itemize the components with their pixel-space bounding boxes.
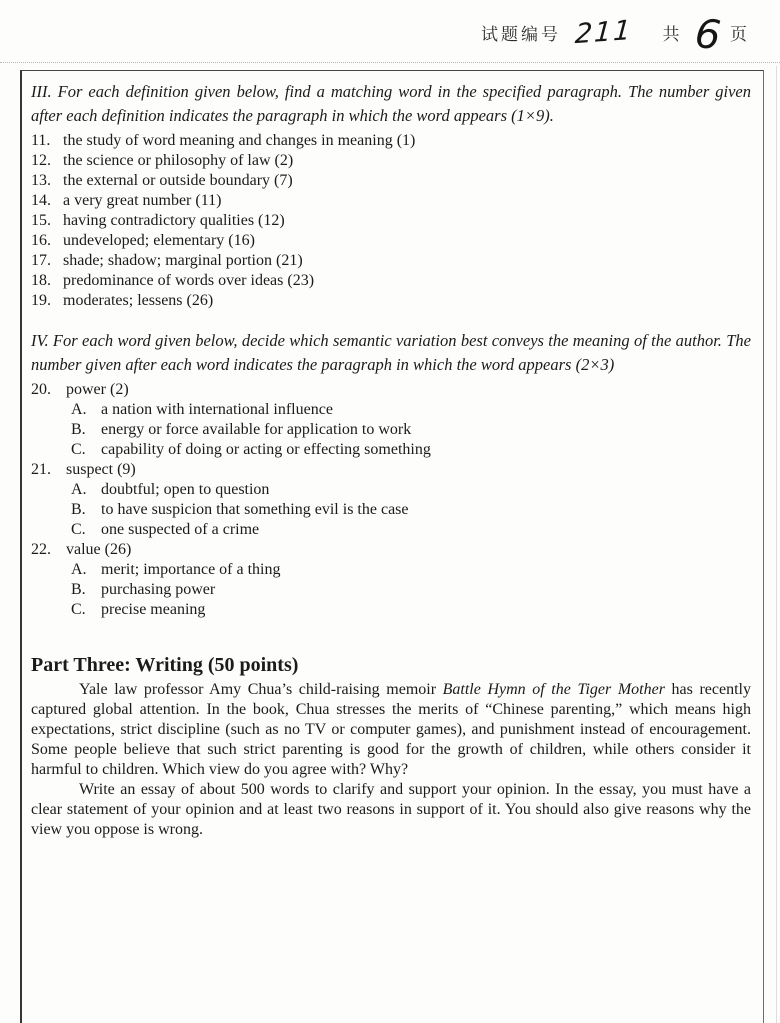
question-word <box>31 540 753 560</box>
question-number: 21. <box>31 461 51 478</box>
definition-item <box>31 131 753 151</box>
item-text: moderates; lessens (26) <box>63 292 214 309</box>
section-iv-instructions: IV. For each word given below, decide which semantic variation best conveys the meaning of the author. The number given after each word indicates the paragraph in which the word appears (2×3) <box>31 331 751 374</box>
item-text: having contradictory qualities (12) <box>63 212 285 229</box>
option-letter: C. <box>71 441 86 458</box>
definition-item <box>31 251 753 271</box>
question-21 <box>31 460 753 540</box>
writing-paragraph-2: Write an essay of about 500 words to clarify and support your opinion. In the essay, you must have a clear statement of your opinion and at least two reasons in support of it. You should also give reasons why the view you oppose is wrong. <box>31 781 751 838</box>
writing-paragraph-1-before: Yale law professor Amy Chua’s child-raising memoir <box>79 681 443 698</box>
pages-label: 页 <box>730 24 750 45</box>
question-22 <box>31 540 753 620</box>
definition-item <box>31 291 753 311</box>
question-word-text: value (26) <box>66 541 132 558</box>
option-item <box>71 480 753 500</box>
definition-item <box>31 171 753 191</box>
option-text: doubtful; open to question <box>101 481 270 498</box>
definition-item <box>31 231 753 251</box>
option-letter: B. <box>71 581 86 598</box>
question-word <box>31 460 753 480</box>
option-letter: A. <box>71 481 87 498</box>
scan-artifact-line-right <box>776 66 777 1023</box>
question-number: 22. <box>31 541 51 558</box>
option-text: energy or force available for application to work <box>101 421 412 438</box>
book-title: Battle Hymn of the Tiger Mother <box>442 681 665 698</box>
definition-item <box>31 191 753 211</box>
item-text: predominance of words over ideas (23) <box>63 272 315 289</box>
option-item <box>71 560 753 580</box>
option-text: merit; importance of a thing <box>101 561 281 578</box>
item-number: 15. <box>31 212 51 229</box>
item-number: 16. <box>31 232 51 249</box>
item-number: 11. <box>31 132 51 149</box>
option-item <box>71 580 753 600</box>
writing-paragraph-1-after: has recently captured global attention. In the book, Chua stresses the merits of “Chinese parenting,” which means high expectations, strict discipline (such as no TV or computer games), and punishment instead of encouragement. Some people believe that such strict parenting is good for the growth of children, while others consider it harmful to children. Which view do you agree with? Why? <box>31 681 752 778</box>
option-letter: A. <box>71 401 87 418</box>
section-iii-instructions: III. For each definition given below, find a matching word in the specified paragraph. The number given after each definition indicates the paragraph in which the word appears (1×9). <box>31 82 751 125</box>
definition-item <box>31 211 753 231</box>
option-letter: C. <box>71 521 86 538</box>
section-iii-list <box>31 131 753 311</box>
total-label: 共 <box>662 24 683 45</box>
question-word-text: power (2) <box>66 381 129 398</box>
item-number: 17. <box>31 252 51 269</box>
total-pages-handwritten: 6 <box>692 10 723 60</box>
page-header <box>481 10 750 60</box>
scan-artifact-line <box>0 62 780 63</box>
option-item <box>71 500 753 520</box>
item-number: 14. <box>31 192 51 209</box>
item-text: the science or philosophy of law (2) <box>63 152 294 169</box>
option-letter: B. <box>71 501 86 518</box>
exam-number-label: 试题编号 <box>481 24 561 45</box>
item-number: 19. <box>31 292 51 309</box>
question-word-text: suspect (9) <box>66 461 136 478</box>
writing-section-heading: Part Three: Writing (50 points) <box>31 654 299 676</box>
option-letter: C. <box>71 601 86 618</box>
option-text: precise meaning <box>101 601 206 618</box>
option-letter: B. <box>71 421 86 438</box>
item-text: a very great number (11) <box>63 192 222 209</box>
option-text: capability of doing or acting or effecting something <box>101 441 431 458</box>
question-word <box>31 380 753 400</box>
option-item <box>71 520 753 540</box>
item-text: shade; shadow; marginal portion (21) <box>63 252 303 269</box>
definition-item <box>31 151 753 171</box>
question-number: 20. <box>31 381 51 398</box>
item-text: undeveloped; elementary (16) <box>63 232 255 249</box>
exam-number-handwritten: 211 <box>573 14 634 50</box>
question-20 <box>31 380 753 460</box>
option-text: purchasing power <box>101 581 216 598</box>
item-text: the study of word meaning and changes in meaning (1) <box>63 132 416 149</box>
option-text: a nation with international influence <box>101 401 333 418</box>
item-text: the external or outside boundary (7) <box>63 172 293 189</box>
section-iv <box>31 329 753 620</box>
option-item <box>71 400 753 420</box>
option-text: to have suspicion that something evil is the case <box>101 501 409 518</box>
option-item <box>71 440 753 460</box>
option-letter: A. <box>71 561 87 578</box>
option-item <box>71 600 753 620</box>
item-number: 18. <box>31 272 51 289</box>
option-item <box>71 420 753 440</box>
item-number: 12. <box>31 152 51 169</box>
page-frame <box>20 70 764 1023</box>
writing-paragraph-1 <box>31 680 751 780</box>
definition-item <box>31 271 753 291</box>
item-number: 13. <box>31 172 51 189</box>
option-text: one suspected of a crime <box>101 521 260 538</box>
